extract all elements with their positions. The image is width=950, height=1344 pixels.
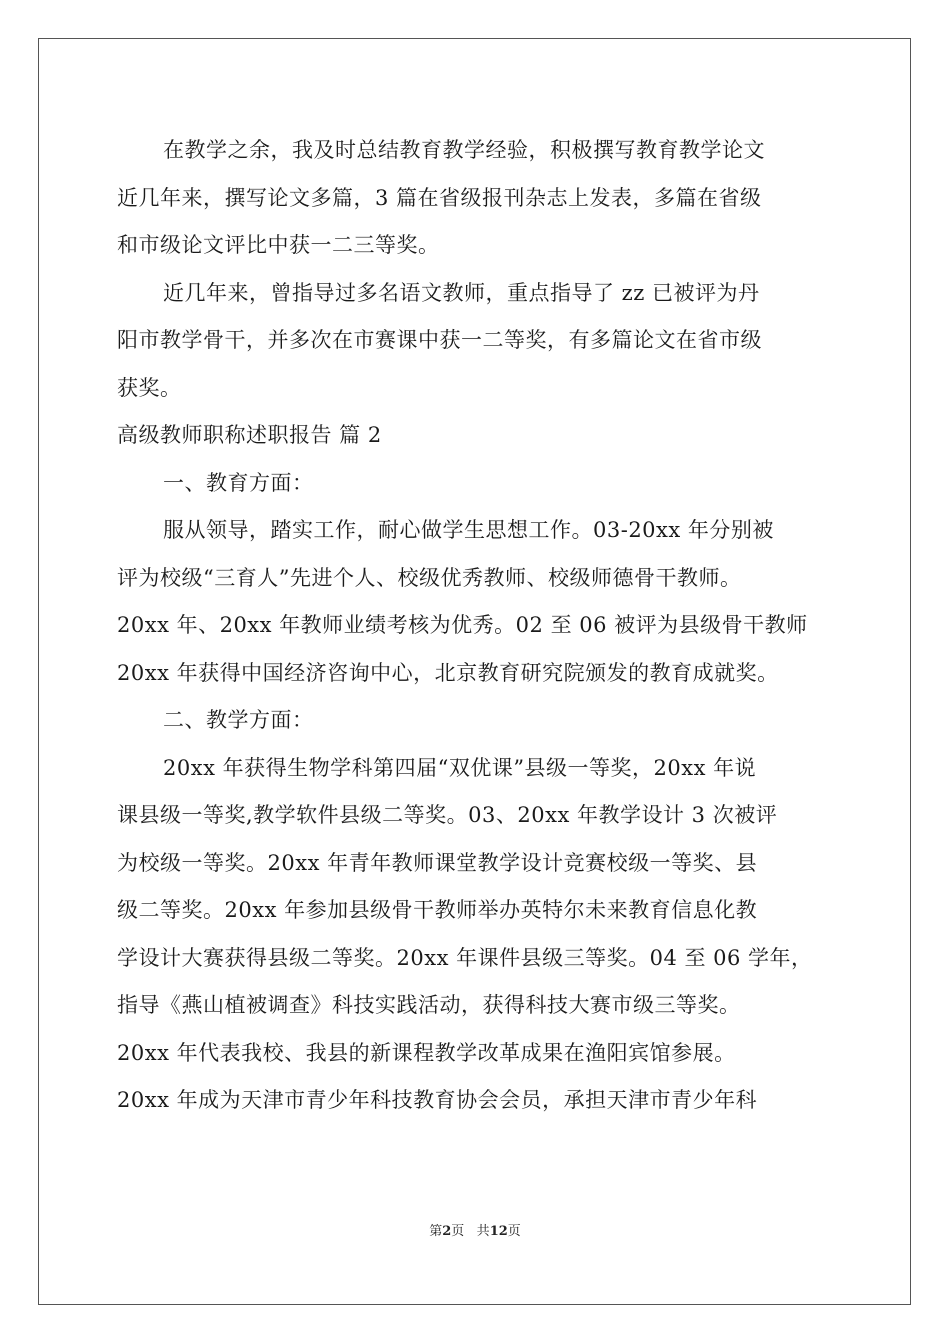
text-line: 指导《燕山植被调查》科技实践活动，获得科技大赛市级三等奖。 — [117, 993, 741, 1017]
text-line: 课县级一等奖,教学软件县级二等奖。03、20xx 年教学设计 3 次被评 — [117, 803, 778, 827]
text-line: 20xx 年获得生物学科第四届“双优课”县级一等奖，20xx 年说 — [163, 755, 757, 780]
footer-prefix: 第 — [429, 1224, 443, 1239]
text-line: 服从领导，踏实工作，耐心做学生思想工作。03-20xx 年分别被 — [163, 518, 774, 542]
text-line: 获奖。 — [117, 375, 182, 400]
subsection-heading: 一、教育方面： — [163, 470, 314, 495]
text-line: 学设计大赛获得县级二等奖。20xx 年课件县级三等奖。04 至 06 学年， — [117, 945, 813, 970]
footer-page-suffix: 页 — [451, 1224, 465, 1239]
text-line: 在教学之余，我及时总结教育教学经验，积极撰写教育教学论文 — [163, 138, 765, 162]
text-line: 20xx 年代表我校、我县的新课程教学改革成果在渔阳宾馆参展。 — [117, 1040, 736, 1065]
text-line: 近几年来，曾指导过多名语文教师，重点指导了 zz 已被评为丹 — [163, 280, 760, 305]
text-line: 20xx 年、20xx 年教师业绩考核为优秀。02 至 06 被评为县级骨干教师 — [117, 613, 808, 637]
footer-total-prefix: 共 — [476, 1224, 490, 1239]
text-line: 近几年来，撰写论文多篇，3 篇在省级报刊杂志上发表，多篇在省级 — [117, 185, 762, 210]
text-line: 评为校级“三育人”先进个人、校级优秀教师、校级师德骨干教师。 — [117, 565, 742, 590]
footer-total-suffix: 页 — [507, 1224, 521, 1239]
subsection-heading: 二、教学方面： — [163, 708, 314, 732]
text-line: 为校级一等奖。20xx 年青年教师课堂教学设计竞赛校级一等奖、县 — [117, 850, 758, 875]
text-line: 20xx 年获得中国经济咨询中心，北京教育研究院颁发的教育成就奖。 — [117, 660, 779, 685]
text-line: 阳市教学骨干，并多次在市赛课中获一二等奖，有多篇论文在省市级 — [117, 328, 762, 352]
document-body — [117, 127, 835, 1125]
text-line: 和市级论文评比中获一二三等奖。 — [117, 233, 440, 257]
section-title: 高级教师职称述职报告 篇 2 — [117, 423, 382, 447]
text-line: 级二等奖。20xx 年参加县级骨干教师举办英特尔未来教育信息化教 — [117, 898, 758, 922]
current-page-number: 2 — [442, 1224, 452, 1239]
total-pages-number: 12 — [489, 1224, 508, 1239]
page-footer — [0, 1220, 950, 1239]
text-line: 20xx 年成为天津市青少年科技教育协会会员，承担天津市青少年科 — [117, 1088, 758, 1112]
